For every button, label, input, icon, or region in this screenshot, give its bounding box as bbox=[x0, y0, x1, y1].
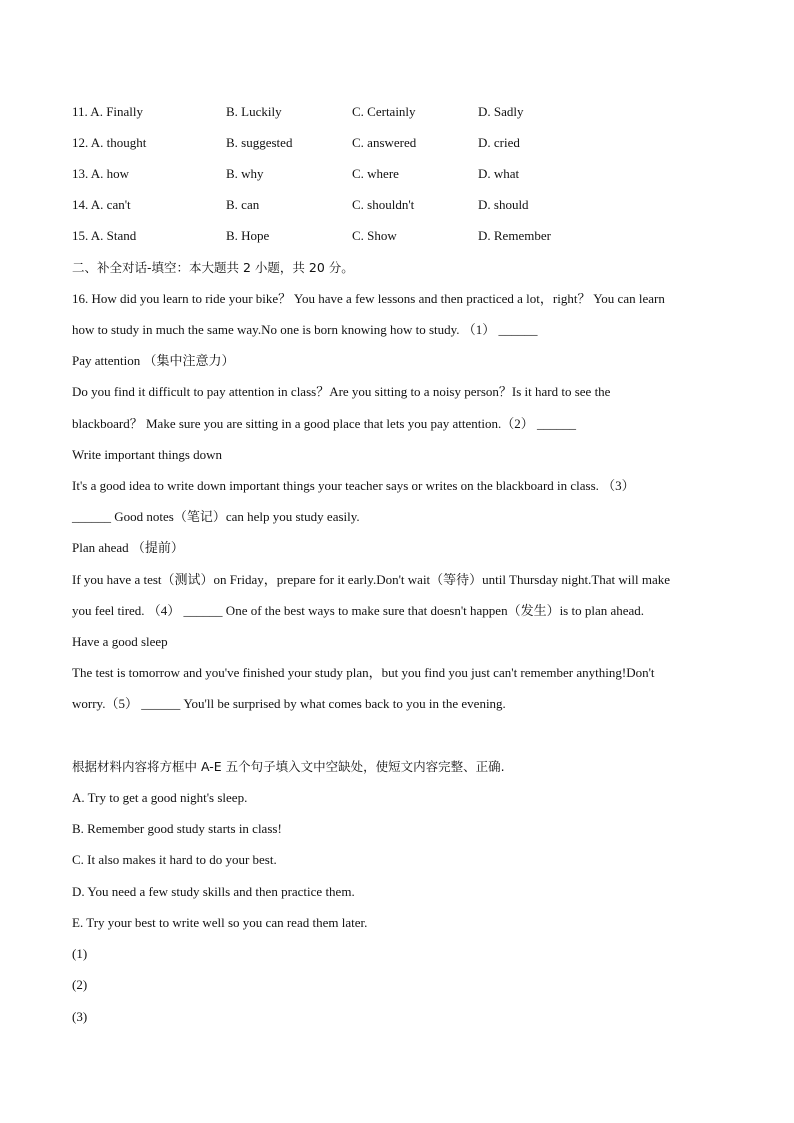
passage-line: The test is tomorrow and you've finished your study plan，but you find you just can't remember anything!Don't bbox=[72, 665, 655, 680]
option-b: B. Hope bbox=[226, 228, 270, 243]
answer-label-3: (3) bbox=[72, 1009, 88, 1024]
option-a: 14. A. can't bbox=[72, 197, 131, 212]
option-c: C. where bbox=[352, 166, 399, 181]
answer-label-1: (1) bbox=[72, 946, 88, 961]
option-a: 11. A. Finally bbox=[72, 104, 144, 119]
option-b: B. why bbox=[226, 166, 264, 181]
option-d: D. should bbox=[478, 197, 529, 212]
option-b: B. Luckily bbox=[226, 104, 282, 119]
passage-line: how to study in much the same way.No one is born knowing how to study. （1） ______ bbox=[72, 322, 538, 337]
choice-c: C. It also makes it hard to do your best. bbox=[72, 852, 277, 867]
option-row-12 bbox=[72, 135, 732, 151]
option-b: B. suggested bbox=[226, 135, 293, 150]
passage-line: worry.（5） ______ You'll be surprised by what comes back to you in the evening. bbox=[72, 696, 506, 711]
choice-b: B. Remember good study starts in class! bbox=[72, 821, 282, 836]
option-b: B. can bbox=[226, 197, 260, 212]
option-row-13 bbox=[72, 166, 732, 182]
passage-line: 16. How did you learn to ride your bike？ You have a few lessons and then practiced a lot，right？ You can learn bbox=[72, 291, 665, 306]
option-c: C. Show bbox=[352, 228, 397, 243]
option-d: D. Remember bbox=[478, 228, 551, 243]
option-c: C. answered bbox=[352, 135, 417, 150]
option-c: C. shouldn't bbox=[352, 197, 415, 212]
section-title: 二、补全对话-填空：本大题共 2 小题，共 20 分。 bbox=[72, 260, 354, 275]
option-row-11 bbox=[72, 104, 732, 120]
choice-d: D. You need a few study skills and then practice them. bbox=[72, 884, 355, 899]
choice-e: E. Try your best to write well so you can read them later. bbox=[72, 915, 368, 930]
passage-line: you feel tired. （4） ______ One of the best ways to make sure that doesn't happen（发生）is to plan ahead. bbox=[72, 603, 645, 618]
passage-heading: Have a good sleep bbox=[72, 634, 168, 649]
passage-line: blackboard？ Make sure you are sitting in a good place that lets you pay attention.（2） ______ bbox=[72, 416, 576, 431]
option-a: 13. A. how bbox=[72, 166, 130, 181]
answer-label-2: (2) bbox=[72, 977, 88, 992]
passage-line: It's a good idea to write down important things your teacher says or writes on the blackboard in class. （3） bbox=[72, 478, 635, 493]
option-d: D. cried bbox=[478, 135, 520, 150]
option-d: D. what bbox=[478, 166, 520, 181]
option-row-15 bbox=[72, 228, 732, 244]
passage-heading: Plan ahead （提前） bbox=[72, 540, 184, 555]
passage-heading: Write important things down bbox=[72, 447, 223, 462]
option-c: C. Certainly bbox=[352, 104, 416, 119]
passage-line: If you have a test（测试）on Friday，prepare for it early.Don't wait（等待）until Thursday night.That will make bbox=[72, 572, 671, 587]
option-a: 15. A. Stand bbox=[72, 228, 137, 243]
passage-heading: Pay attention （集中注意力） bbox=[72, 353, 235, 368]
passage-line: Do you find it difficult to pay attention in class？Are you sitting to a noisy person？Is it hard to see the bbox=[72, 384, 611, 399]
option-row-14 bbox=[72, 197, 732, 213]
passage-line: ______ Good notes（笔记）can help you study easily. bbox=[72, 509, 360, 524]
choice-a: A. Try to get a good night's sleep. bbox=[72, 790, 248, 805]
instruction: 根据材料内容将方框中 A-E 五个句子填入文中空缺处，使短文内容完整、正确. bbox=[72, 759, 505, 774]
option-a: 12. A. thought bbox=[72, 135, 147, 150]
option-d: D. Sadly bbox=[478, 104, 524, 119]
